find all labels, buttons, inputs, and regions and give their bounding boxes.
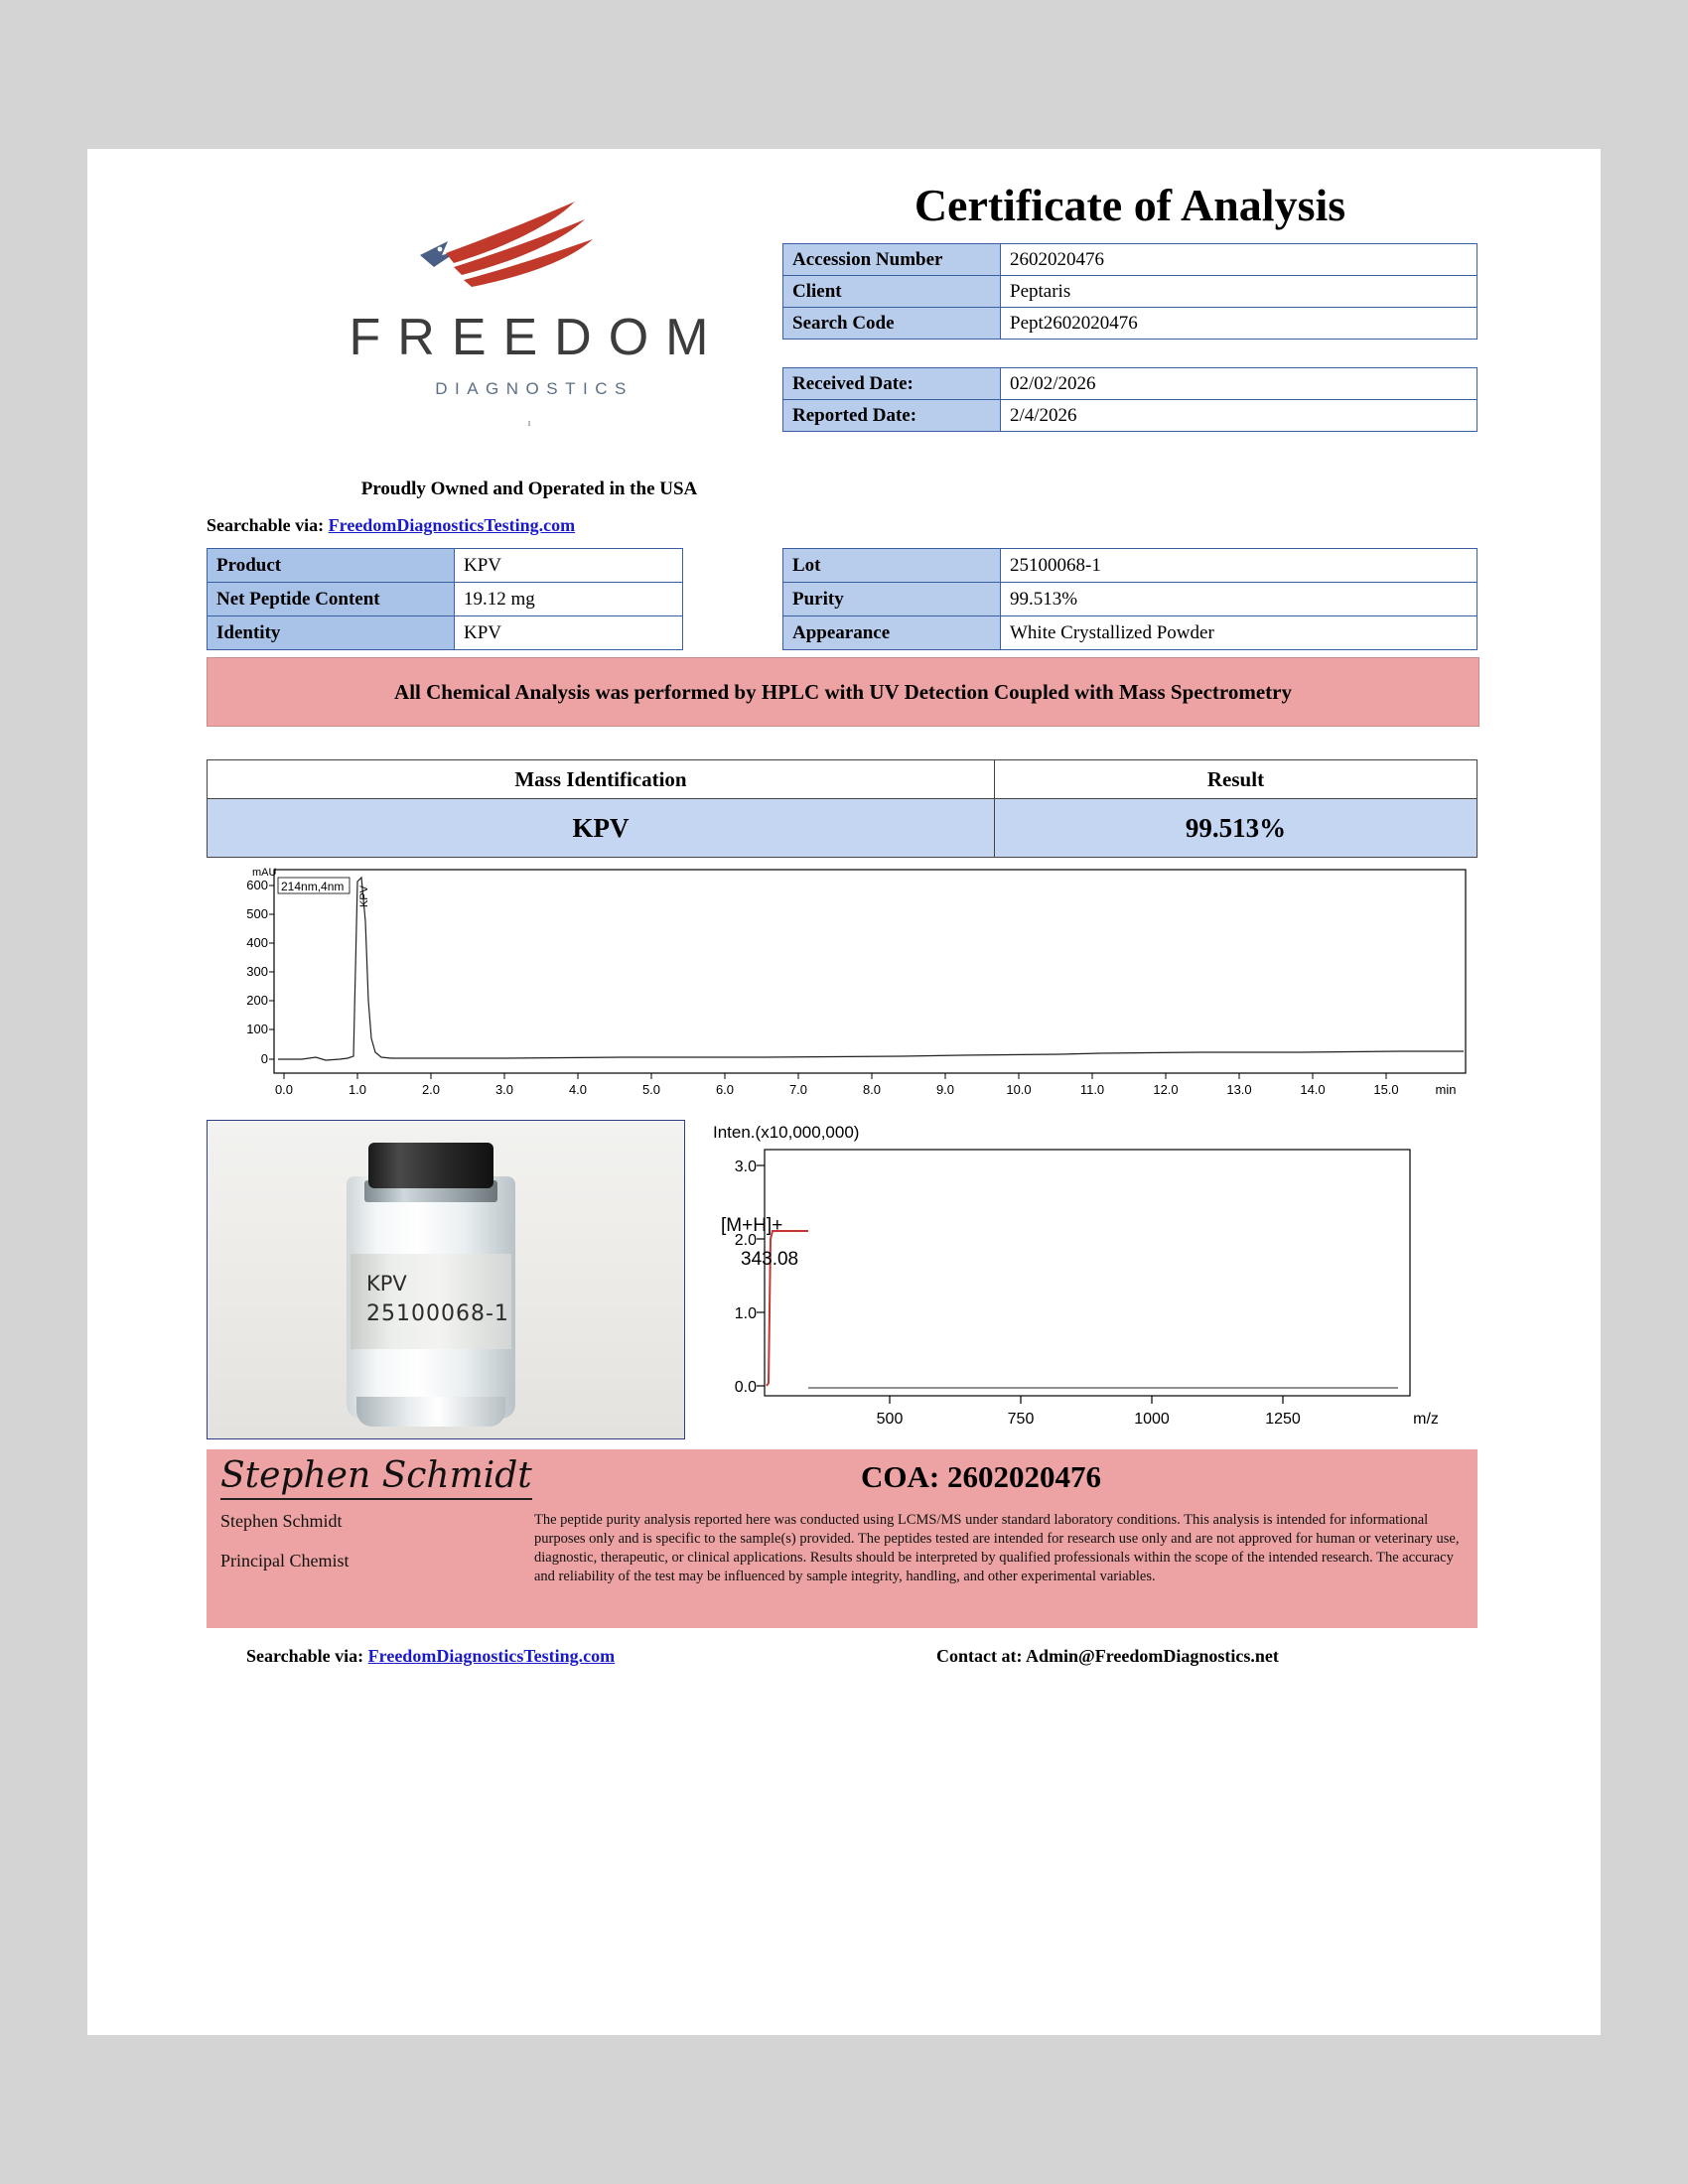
net-peptide-content-value: 19.12 mg	[455, 583, 683, 616]
search-code-value: Pept2602020476	[1001, 308, 1477, 340]
table-row	[208, 549, 683, 583]
logo-wordmark: FREEDOM	[349, 309, 726, 366]
svg-text:343.08: 343.08	[741, 1249, 799, 1270]
table-row	[783, 308, 1477, 340]
svg-text:0: 0	[260, 1051, 268, 1066]
vial-cap	[368, 1143, 493, 1188]
svg-text:600: 600	[246, 878, 268, 892]
svg-text:m/z: m/z	[1413, 1411, 1439, 1428]
svg-text:2.0: 2.0	[421, 1082, 441, 1097]
searchable-top-link[interactable]: FreedomDiagnosticsTesting.com	[328, 515, 576, 535]
signatory-role: Principal Chemist	[220, 1551, 350, 1570]
accession-table	[782, 243, 1477, 340]
coa-number: COA: 2602020476	[861, 1459, 1101, 1494]
lot-value: 25100068-1	[1001, 549, 1477, 583]
company-logo	[296, 194, 763, 429]
footer-signature-block	[207, 1449, 1477, 1628]
result-header: Result	[994, 760, 1477, 799]
svg-text:1.0: 1.0	[734, 1305, 757, 1322]
svg-text:200: 200	[246, 993, 268, 1008]
svg-text:7.0: 7.0	[788, 1082, 808, 1097]
svg-text:500: 500	[246, 906, 268, 921]
purity-value: 99.513%	[1001, 583, 1477, 616]
svg-text:Inten.(x10,000,000): Inten.(x10,000,000)	[713, 1123, 860, 1142]
svg-text:0.0: 0.0	[734, 1379, 757, 1396]
received-date-label: Received Date:	[783, 368, 1001, 400]
footer-searchable	[246, 1646, 615, 1667]
hplc-chromatogram	[207, 862, 1477, 1110]
svg-text:1250: 1250	[1265, 1411, 1301, 1428]
svg-text:4.0: 4.0	[568, 1082, 588, 1097]
footer-searchable-link[interactable]: FreedomDiagnosticsTesting.com	[367, 1646, 616, 1666]
svg-text:mAU: mAU	[252, 867, 277, 879]
logo-tick-mark: ı	[527, 417, 531, 429]
mass-spectrum-chart	[703, 1120, 1477, 1437]
product-table	[207, 548, 683, 650]
search-code-label: Search Code	[783, 308, 1001, 340]
svg-text:13.0: 13.0	[1226, 1082, 1252, 1097]
svg-text:12.0: 12.0	[1153, 1082, 1179, 1097]
svg-text:KPV: KPV	[358, 885, 370, 907]
purity-label: Purity	[783, 583, 1001, 616]
table-row	[783, 276, 1477, 308]
searchable-top-label: Searchable via:	[207, 515, 325, 535]
vial-label-lot: 25100068-1	[366, 1301, 509, 1326]
svg-text:15.0: 15.0	[1373, 1082, 1399, 1097]
vial-photo	[207, 1120, 685, 1439]
table-row	[208, 616, 683, 650]
svg-text:5.0: 5.0	[641, 1082, 661, 1097]
svg-text:400: 400	[246, 935, 268, 950]
proudly-owned-text: Proudly Owned and Operated in the USA	[360, 478, 698, 499]
svg-text:1.0: 1.0	[348, 1082, 367, 1097]
table-row	[783, 616, 1477, 650]
footer-searchable-label: Searchable via:	[246, 1646, 364, 1666]
svg-text:500: 500	[876, 1411, 904, 1428]
svg-text:11.0: 11.0	[1079, 1082, 1105, 1097]
page-title: Certificate of Analysis	[914, 180, 1346, 230]
svg-text:10.0: 10.0	[1006, 1082, 1032, 1097]
svg-text:750: 750	[1007, 1411, 1035, 1428]
footer-contact: Contact at: Admin@FreedomDiagnostics.net	[936, 1646, 1279, 1666]
product-label: Product	[208, 549, 455, 583]
svg-text:100: 100	[246, 1022, 268, 1036]
svg-text:3.0: 3.0	[734, 1159, 757, 1175]
appearance-label: Appearance	[783, 616, 1001, 650]
svg-text:1000: 1000	[1134, 1411, 1170, 1428]
net-peptide-content-label: Net Peptide Content	[208, 583, 455, 616]
logo-subtitle: DIAGNOSTICS	[435, 379, 633, 398]
svg-text:2.0: 2.0	[734, 1232, 757, 1249]
table-row	[783, 244, 1477, 276]
searchable-top	[207, 515, 575, 536]
client-label: Client	[783, 276, 1001, 308]
vial-image	[339, 1137, 523, 1425]
table-row	[208, 799, 1477, 858]
svg-text:3.0: 3.0	[494, 1082, 514, 1097]
analysis-method-banner: All Chemical Analysis was performed by HPLC with UV Detection Coupled with Mass Spectrometry	[207, 657, 1479, 727]
signature-script: Stephen Schmidt	[220, 1455, 532, 1500]
client-value: Peptaris	[1001, 276, 1477, 308]
svg-text:300: 300	[246, 964, 268, 979]
svg-text:0.0: 0.0	[274, 1082, 294, 1097]
dates-table	[782, 367, 1477, 432]
identity-label: Identity	[208, 616, 455, 650]
svg-text:214nm,4nm: 214nm,4nm	[281, 880, 345, 893]
table-row	[783, 549, 1477, 583]
lot-table	[782, 548, 1477, 650]
table-row	[208, 583, 683, 616]
svg-text:9.0: 9.0	[935, 1082, 955, 1097]
appearance-value: White Crystallized Powder	[1001, 616, 1477, 650]
reported-date-label: Reported Date:	[783, 400, 1001, 432]
accession-number-label: Accession Number	[783, 244, 1001, 276]
table-header-row	[208, 760, 1477, 799]
svg-text:6.0: 6.0	[715, 1082, 735, 1097]
vial-label	[351, 1254, 511, 1349]
accession-number-value: 2602020476	[1001, 244, 1477, 276]
svg-text:14.0: 14.0	[1300, 1082, 1326, 1097]
mass-identification-header: Mass Identification	[208, 760, 995, 799]
identity-value: KPV	[455, 616, 683, 650]
vial-label-product: KPV	[366, 1272, 407, 1296]
received-date-value: 02/02/2026	[1001, 368, 1477, 400]
table-row	[783, 400, 1477, 432]
coa-document	[87, 149, 1601, 2035]
result-value: 99.513%	[994, 799, 1477, 858]
svg-text:8.0: 8.0	[862, 1082, 882, 1097]
flag-swoosh-icon	[296, 194, 763, 308]
lot-label: Lot	[783, 549, 1001, 583]
reported-date-value: 2/4/2026	[1001, 400, 1477, 432]
svg-text:min: min	[1435, 1082, 1457, 1097]
mass-identification-value: KPV	[208, 799, 995, 858]
svg-text:[M+H]+: [M+H]+	[721, 1215, 783, 1236]
disclaimer-text: The peptide purity analysis reported here was conducted using LCMS/MS under standard laboratory conditions. This analysis is intended for informational purposes only and is specific to the sample(s) provided. The peptides tested are intended for research use only and are not approved for human or veterinary use, diagnostic, therapeutic, or clinical applications. Results should be interpreted by qualified professionals within the scope of the intended research. The accuracy and reliability of the test may be influenced by sample integrity, handling, and other experimental variables.	[534, 1512, 1460, 1585]
table-row	[783, 368, 1477, 400]
table-row	[783, 583, 1477, 616]
signatory-name: Stephen Schmidt	[220, 1511, 343, 1531]
mass-identification-table	[207, 759, 1477, 858]
product-value: KPV	[455, 549, 683, 583]
